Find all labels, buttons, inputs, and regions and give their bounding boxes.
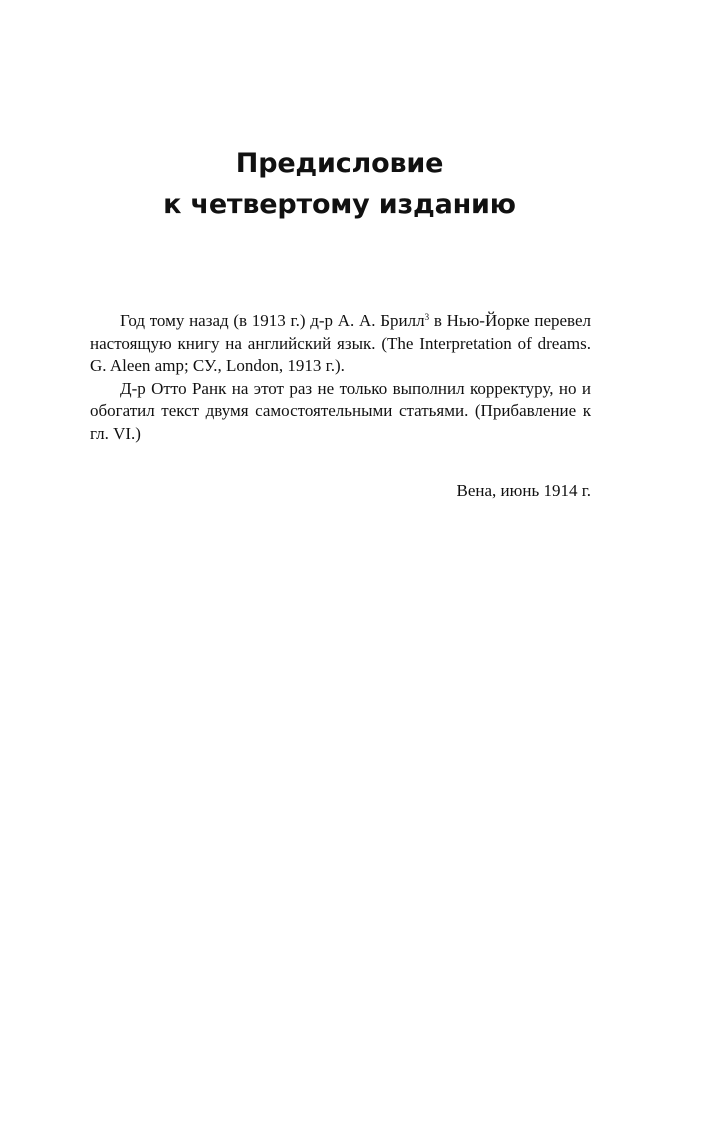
place-date-signature: Вена, июнь 1914 г.	[456, 481, 591, 500]
chapter-title	[0, 143, 679, 225]
preface-body	[90, 310, 591, 445]
paragraph-1-text-end: в Нью-Йорке перевел настоящую книгу на английский язык. (The Interpretation of dreams. G. Aleen amp; СУ., London, 1913 г.).	[90, 311, 591, 375]
paragraph-1	[90, 310, 591, 378]
paragraph-1-text-start: Год тому назад (в 1913 г.) д-р А. А. Брилл	[120, 311, 425, 330]
footnote-marker[interactable]: 3	[424, 312, 430, 322]
title-line-2: к четвертому изданию	[163, 189, 516, 220]
title-line-1: Предисловие	[235, 148, 444, 179]
paragraph-2: Д-р Отто Ранк на этот раз не только выполнил корректуру, но и обогатил текст двумя самостоятельными статьями. (Прибавление к гл. VI.)	[90, 378, 591, 443]
